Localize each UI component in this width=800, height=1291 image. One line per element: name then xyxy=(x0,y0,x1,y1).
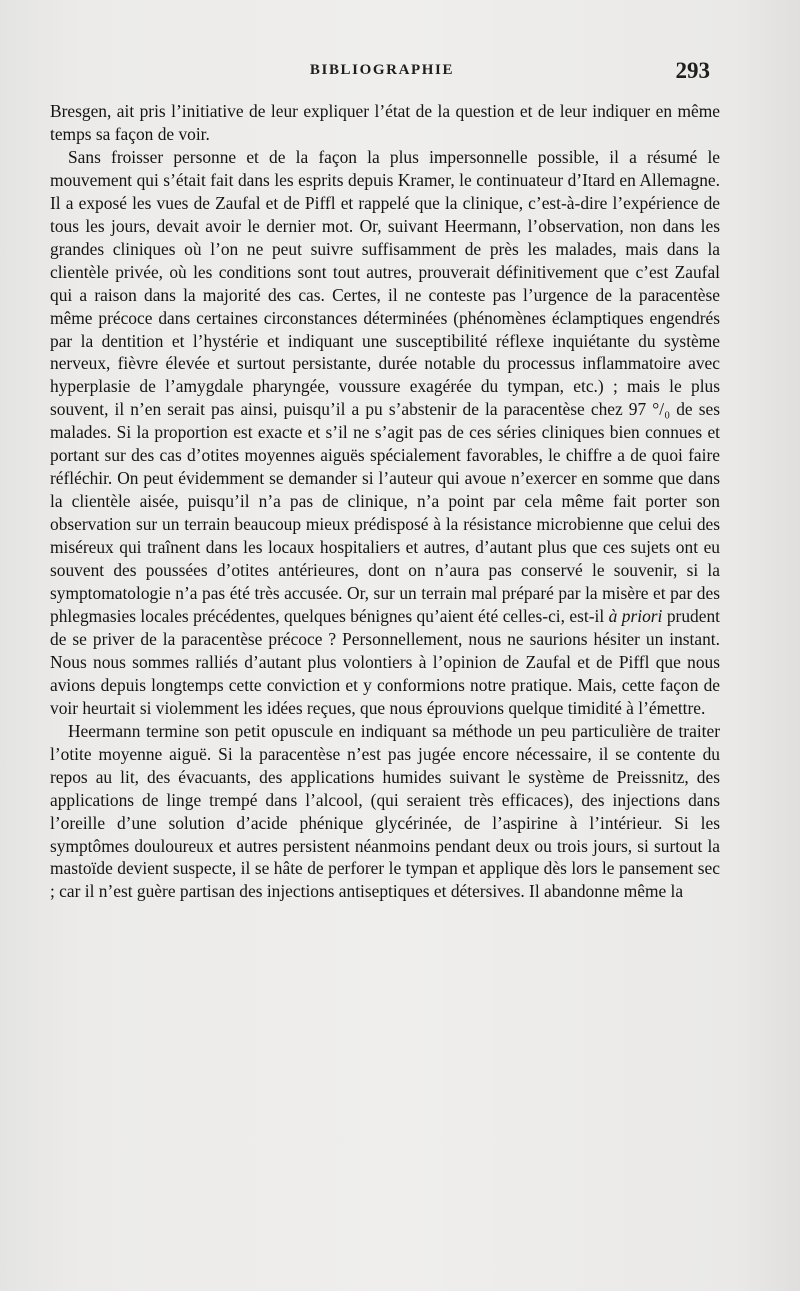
running-head xyxy=(54,58,710,88)
paragraph-2-italic: à priori xyxy=(608,605,663,626)
paragraph-3: Heermann termine son petit opuscule en indiquant sa méthode un peu particulière de traiter l’otite moyenne aiguë. Si la paracentèse n’est pas jugée encore nécessaire, il se contente du repos au lit, des évacuants, des applications humides suivant le système de Preissnitz, des applications de linge trempé dans l’alcool, (qui seraient très efficaces), des injections dans l’oreille d’une solution d’acide phénique glycérinée, de l’aspirine à l’intérieur. Si les symptômes douloureux et autres persistent néanmoins pendant deux ou trois jours, si surtout la mastoïde devient suspecte, il se hâte de perforer le tympan et applique dès lors le pansement sec ; car il n’est guère partisan des injections antiseptiques et détersives. Il abandonne même la xyxy=(50,720,720,902)
body-text xyxy=(50,100,720,903)
paragraph-2 xyxy=(50,146,720,720)
paragraph-2-text: Sans froisser personne et de la façon la plus impersonnelle possible, il a résumé le mouvement qui s’était fait dans les esprits depuis Kramer, le continuateur d’Itard en Allemagne. Il a exposé les vues de Zaufal et de Piffl et rappelé que la clinique, c’est-à-dire l’expérience de tous les jours, devait avoir le dernier mot. Or, suivant Heermann, l’observation, non dans les grandes cliniques où l’on ne peut suivre suffisamment de près les malades, mais dans la clientèle privée, où les conditions sont tout autres, prouverait définitivement que c’est Zaufal qui a raison dans la majorité des cas. Certes, il ne conteste pas l’urgence de la paracentèse même précoce dans certaines circonstances déterminées (phénomènes éclamptiques engendrés par la dentition et l’hystérie et indiquant une susceptibilité réflexe inquiétante du système nerveux, fièvre élevée et surtout persistante, durée notable du processus inflammatoire avec hyperplasie de l’amygdale pharyngée, voussure exagérée du tympan, etc.) ; mais le plus souvent, il n’en serait pas ainsi, puisqu’il a pu s’abstenir de la paracentèse chez 97 °/₀ de ses malades. Si la proportion est exacte et s’il ne s’agit pas de ces séries cliniques bien connues et portant sur des cas d’otites moyennes aiguës spécialement favorables, le chiffre a de quoi faire réfléchir. On peut évidemment se demander si l’auteur qui avoue n’exercer en somme que dans la clientèle aisée, puisqu’il n’a pas de clinique, n’a point par cela même fait porter son observation sur un terrain beaucoup mieux prédisposé à la résistance microbienne que celui des miséreux qui traînent dans les locaux hospitaliers et autres, d’autant plus que ces sujets ont eu souvent des poussées d’otites antérieures, dont on n’aura pas conservé le souvenir, si la symptomatologie n’a pas été très accusée. Or, sur un terrain mal préparé par la misère et par des phlegmasies locales précédentes, quelques bénignes qu’aient été celles-ci, est-il xyxy=(50,146,720,626)
page-number: 293 xyxy=(675,58,710,83)
paragraph-2-end: prudent de se priver de la paracentèse précoce ? Personnellement, nous ne saurions hésiter un instant. Nous nous sommes ralliés d’autant plus volontiers à l’opinion de Zaufal et de Piffl que nous avions depuis longtemps cette conviction et y conformions notre pratique. Mais, cette façon de voir heurtait si violemment les idées reçues, que nous éprouvions quelque timidité à l’émettre. xyxy=(50,605,720,718)
paragraph-1: Bresgen, ait pris l’initiative de leur expliquer l’état de la question et de leur indiquer en même temps sa façon de voir. xyxy=(50,101,720,144)
running-title: BIBLIOGRAPHIE xyxy=(309,62,455,78)
